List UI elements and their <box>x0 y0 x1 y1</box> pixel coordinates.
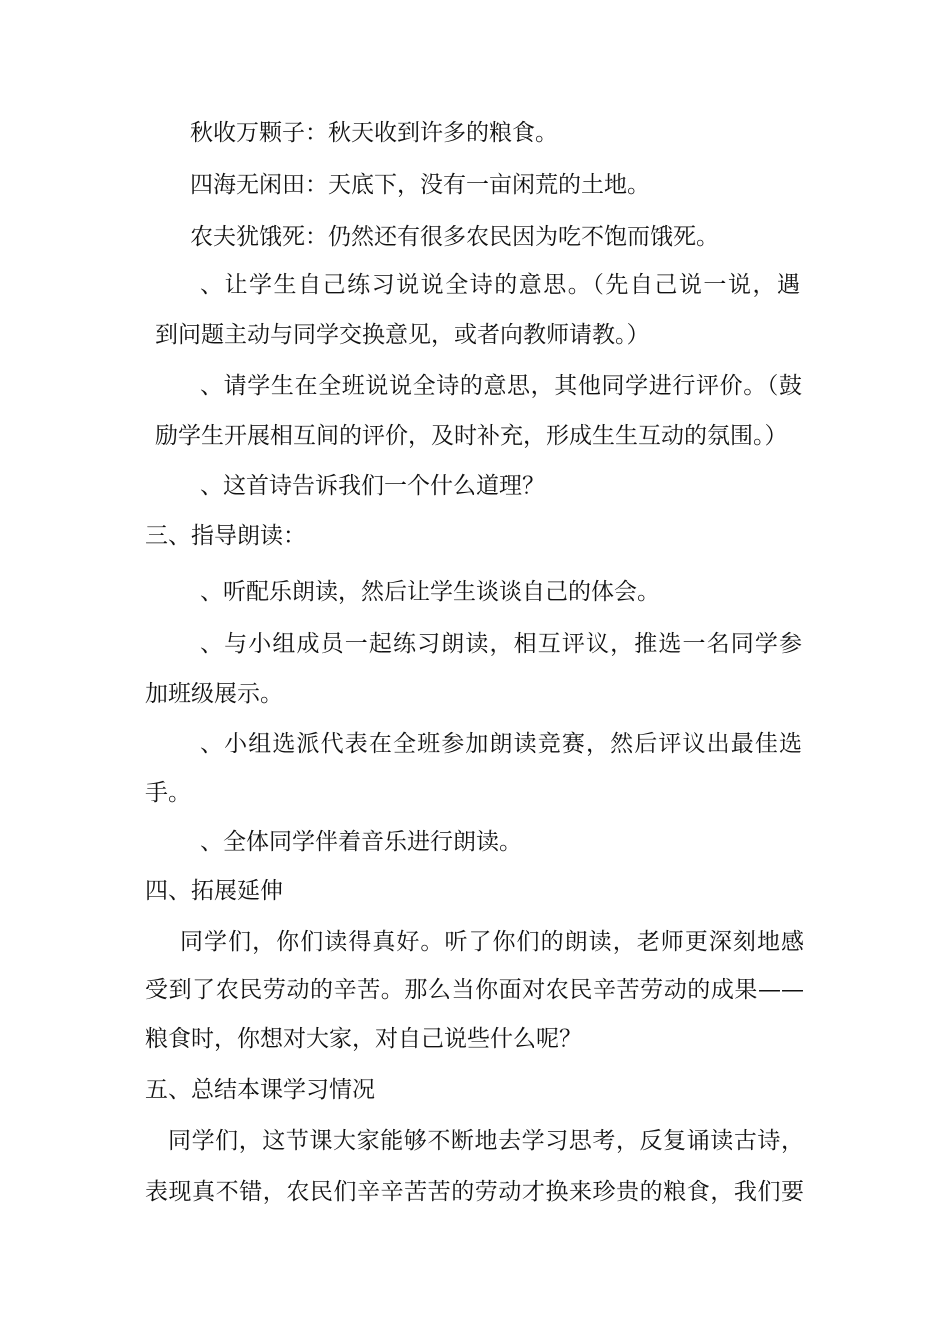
extension-paragraph-line-1: 同学们，你们读得真好。听了你们的朗读，老师更深刻地感 <box>180 929 804 955</box>
reading-step-4: 、全体同学伴着音乐进行朗读。 <box>200 829 522 855</box>
step-moral-question: 、这首诗告诉我们一个什么道理？ <box>200 473 545 499</box>
extension-paragraph-line-3: 粮食时，你想对大家，对自己说些什么呢？ <box>145 1026 582 1052</box>
reading-step-3: 、小组选派代表在全班参加朗读竞赛，然后评议出最佳选 <box>200 731 802 757</box>
step-practice-meaning: 、让学生自己练习说说全诗的意思。（先自己说一说，遇 <box>200 272 800 298</box>
section-5-heading: 五、总结本课学习情况 <box>145 1077 375 1103</box>
step-class-share-cont: 励学生开展相互间的评价，及时补充，形成生生互动的氛围。） <box>155 423 788 449</box>
reading-step-3-cont: 手。 <box>145 780 191 806</box>
summary-paragraph-line-2: 表现真不错，农民们辛辛苦苦的劳动才换来珍贵的粮食，我们要 <box>145 1179 804 1205</box>
reading-step-2: 、与小组成员一起练习朗读，相互评议，推选一名同学参 <box>200 631 802 657</box>
poem-line-1-explanation: 秋收万颗子：秋天收到许多的粮食。 <box>190 120 558 146</box>
poem-line-3-explanation: 农夫犹饿死：仍然还有很多农民因为吃不饱而饿死。 <box>190 224 719 250</box>
step-class-share: 、请学生在全班说说全诗的意思，其他同学进行评价。（鼓 <box>200 373 802 399</box>
poem-line-2-explanation: 四海无闲田：天底下，没有一亩闲荒的土地。 <box>190 172 650 198</box>
summary-paragraph-line-1: 同学们，这节课大家能够不断地去学习思考，反复诵读古诗， <box>168 1128 804 1154</box>
section-3-heading: 三、指导朗读： <box>145 523 306 549</box>
reading-step-1: 、听配乐朗读，然后让学生谈谈自己的体会。 <box>200 579 660 605</box>
reading-step-2-cont: 加班级展示。 <box>145 681 283 707</box>
extension-paragraph-line-2: 受到了农民劳动的辛苦。那么当你面对农民辛苦劳动的成果—— <box>145 977 804 1003</box>
step-practice-meaning-cont: 到问题主动与同学交换意见，或者向教师请教。） <box>155 322 650 348</box>
section-4-heading: 四、拓展延伸 <box>145 878 283 904</box>
